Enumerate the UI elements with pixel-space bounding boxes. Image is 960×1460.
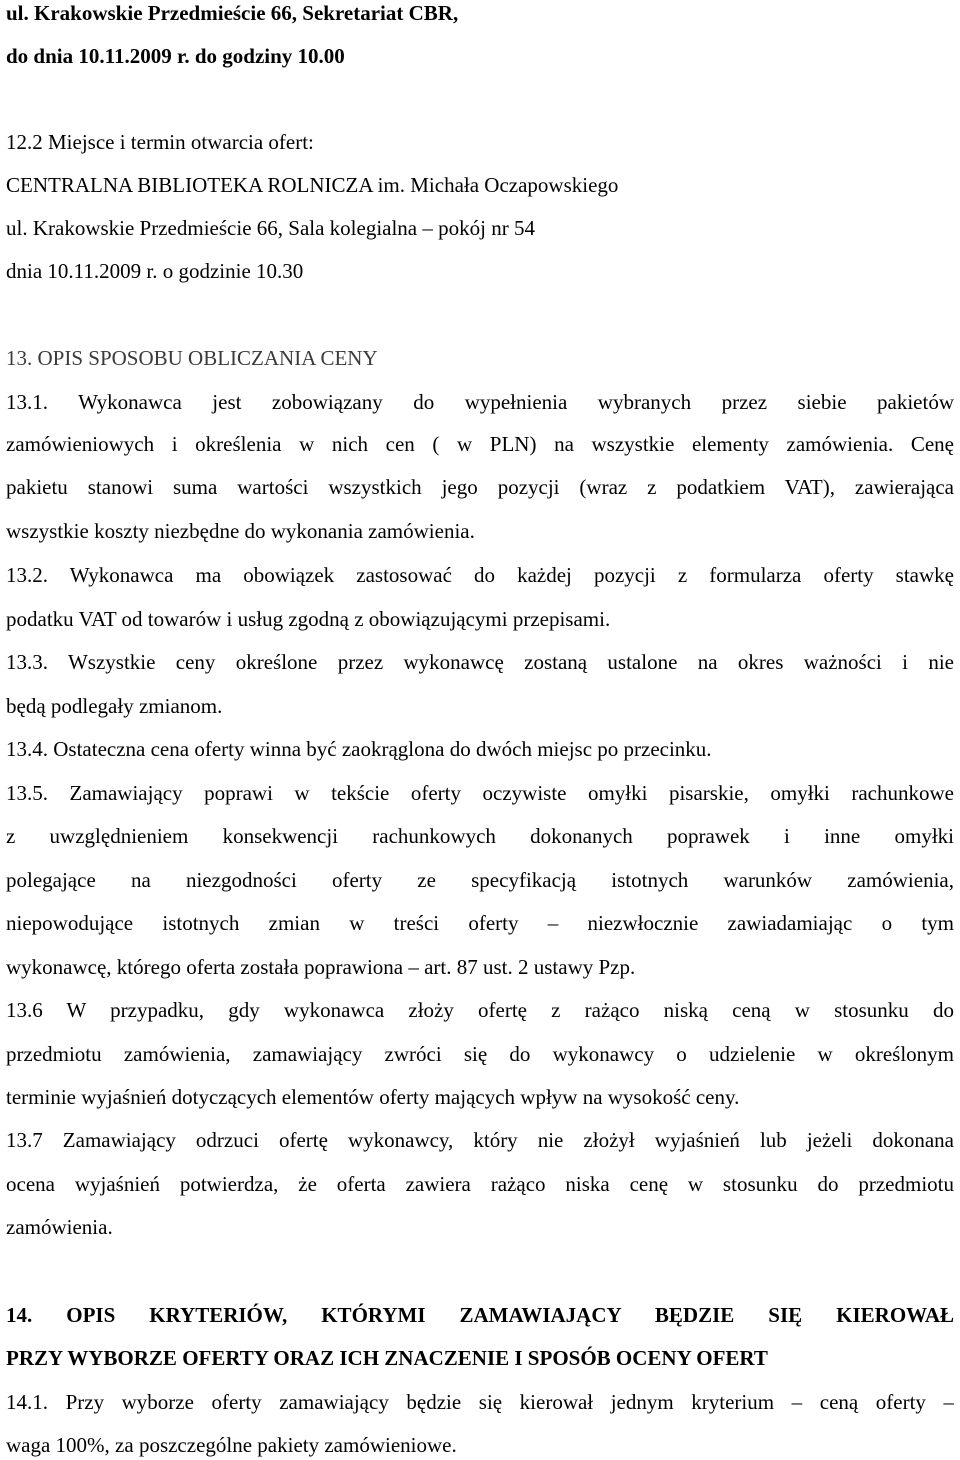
- paragraph-13-6-line: przedmiotu zamówienia, zamawiający zwróci się do wykonawcy o udzielenie w określonym: [6, 1042, 954, 1066]
- paragraph-13-1-line: 13.1. Wykonawca jest zobowiązany do wypełnienia wybranych przez siebie pakietów: [6, 390, 954, 414]
- opening-address-line: ul. Krakowskie Przedmieście 66, Sala kolegialna – pokój nr 54: [6, 216, 535, 240]
- paragraph-13-5-line: niepowodujące istotnych zmian w treści oferty – niezwłocznie zawiadamiając o tym: [6, 911, 954, 935]
- paragraph-14-1-line: 14.1. Przy wyborze oferty zamawiający będzie się kierował jednym kryterium – ceną oferty –: [6, 1390, 954, 1414]
- opening-time-line: dnia 10.11.2009 r. o godzinie 10.30: [6, 259, 304, 283]
- paragraph-13-3-line: będą podlegały zmianom.: [6, 694, 223, 718]
- paragraph-13-5-line: polegające na niezgodności oferty ze specyfikacją istotnych warunków zamówienia,: [6, 868, 954, 892]
- paragraph-13-2-line: 13.2. Wykonawca ma obowiązek zastosować do każdej pozycji z formularza oferty stawkę: [6, 563, 954, 587]
- paragraph-13-2-line: podatku VAT od towarów i usług zgodną z obowiązującymi przepisami.: [6, 607, 611, 631]
- paragraph-13-3-line: 13.3. Wszystkie ceny określone przez wykonawcę zostaną ustalone na okres ważności i nie: [6, 650, 954, 674]
- paragraph-13-4-line: 13.4. Ostateczna cena oferty winna być zaokrąglona do dwóch miejsc po przecinku.: [6, 737, 712, 761]
- paragraph-13-7-line: zamówienia.: [6, 1215, 113, 1239]
- paragraph-13-1-line: zamówieniowych i określenia w nich cen ( w PLN) na wszystkie elementy zamówienia. Cenę: [6, 432, 954, 456]
- paragraph-13-1-line: wszystkie koszty niezbędne do wykonania zamówienia.: [6, 519, 475, 543]
- section-12-2-title: 12.2 Miejsce i termin otwarcia ofert:: [6, 130, 314, 154]
- paragraph-13-7-line: ocena wyjaśnień potwierdza, że oferta zawiera rażąco niska cenę w stosunku do przedmiotu: [6, 1172, 954, 1196]
- paragraph-13-1-line: pakietu stanowi suma wartości wszystkich jego pozycji (wraz z podatkiem VAT), zawierająca: [6, 475, 954, 499]
- section-13-heading: 13. OPIS SPOSOBU OBLICZANIA CENY: [6, 346, 378, 370]
- paragraph-13-5-line: z uwzględnieniem konsekwencji rachunkowych dokonanych poprawek i inne omyłki: [6, 824, 954, 848]
- paragraph-13-5-line: wykonawcę, którego oferta została poprawiona – art. 87 ust. 2 ustawy Pzp.: [6, 955, 636, 979]
- deadline-line: do dnia 10.11.2009 r. do godziny 10.00: [6, 44, 345, 68]
- library-name-line: CENTRALNA BIBLIOTEKA ROLNICZA im. Michała Oczapowskiego: [6, 173, 619, 197]
- paragraph-13-6-line: 13.6 W przypadku, gdy wykonawca złoży ofertę z rażąco niską ceną w stosunku do: [6, 998, 954, 1022]
- paragraph-13-5-line: 13.5. Zamawiający poprawi w tekście oferty oczywiste omyłki pisarskie, omyłki rachunkowe: [6, 781, 954, 805]
- paragraph-13-6-line: terminie wyjaśnień dotyczących elementów oferty mających wpływ na wysokość ceny.: [6, 1085, 740, 1109]
- address-line-sekretariat: ul. Krakowskie Przedmieście 66, Sekretariat CBR,: [6, 1, 459, 25]
- section-14-heading-line: PRZY WYBORZE OFERTY ORAZ ICH ZNACZENIE I SPOSÓB OCENY OFERT: [6, 1346, 768, 1370]
- paragraph-14-1-line: waga 100%, za poszczególne pakiety zamówieniowe.: [6, 1433, 457, 1457]
- section-14-heading-line: 14. OPIS KRYTERIÓW, KTÓRYMI ZAMAWIAJĄCY BĘDZIE SIĘ KIEROWAŁ: [6, 1303, 954, 1327]
- paragraph-13-7-line: 13.7 Zamawiający odrzuci ofertę wykonawcy, który nie złożył wyjaśnień lub jeżeli dokonana: [6, 1128, 954, 1152]
